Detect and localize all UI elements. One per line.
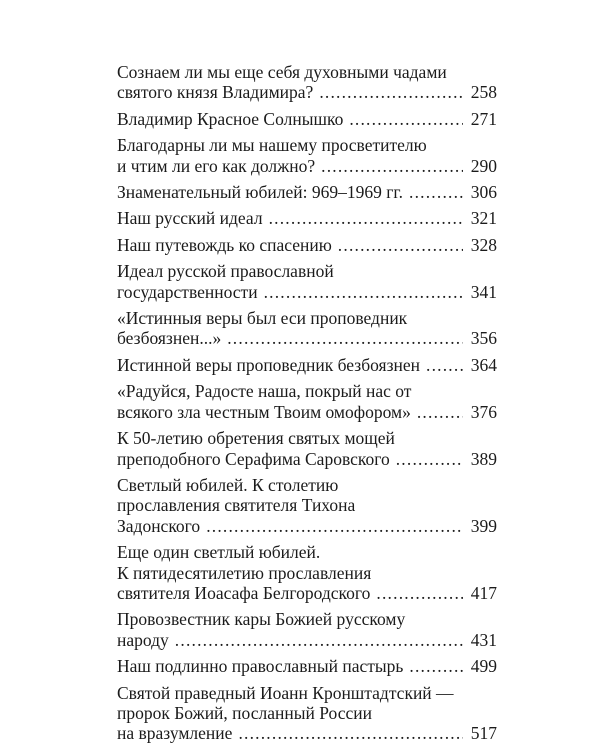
- dot-leader: [349, 109, 463, 129]
- toc-page-number: 376: [470, 401, 497, 422]
- toc-entry-title-line: «Истинныя веры был еси проповедник: [117, 308, 408, 329]
- toc-entry-title-line: Владимир Красное Солнышко: [117, 108, 344, 129]
- toc-entry-title-line: святителя Иоасафа Белгородского: [117, 582, 371, 603]
- toc-entry[interactable]: [117, 381, 497, 422]
- toc-entry-title-line: Наш подлинно православный пастырь: [117, 656, 404, 677]
- dot-leader: [238, 723, 463, 743]
- toc-entry-title-line: государственности: [117, 281, 258, 302]
- dot-leader: [227, 328, 463, 348]
- dot-leader: [264, 282, 463, 302]
- toc-entry-title-line: Благодарны ли мы нашему просветителю: [117, 135, 427, 156]
- toc-page-number: 258: [470, 82, 497, 103]
- dot-leader: [376, 583, 463, 603]
- dot-leader: [409, 182, 463, 202]
- toc-entry[interactable]: [117, 135, 497, 176]
- toc-entry-title-line: Святой праведный Иоанн Кронштадтский —: [117, 682, 454, 703]
- toc-entry-title-line: прославления святителя Тихона: [117, 495, 356, 516]
- toc-entry-title-line: Истинной веры проповедник безбоязнен: [117, 354, 420, 375]
- toc-entry-title-line: и чтим ли его как должно?: [117, 155, 316, 176]
- dot-leader: [409, 656, 463, 676]
- toc-entry-title-line: Идеал русской православной: [117, 261, 334, 282]
- toc-entry-title-line: на вразумление: [117, 723, 233, 744]
- dot-leader: [321, 156, 463, 176]
- toc-page-number: 356: [470, 328, 497, 349]
- toc-page-number: 417: [470, 582, 497, 603]
- toc-page-number: 399: [470, 515, 497, 536]
- toc-page-number: 328: [470, 234, 497, 255]
- toc-entry[interactable]: [117, 235, 497, 255]
- toc-entry[interactable]: [117, 656, 497, 676]
- toc-entry-title-line: Наш путевождь ко спасению: [117, 234, 332, 255]
- toc-entry-title-line: пророк Божий, посланный России: [117, 702, 372, 723]
- toc-entry[interactable]: [117, 609, 497, 650]
- toc-entry-title-line: Сознаем ли мы еще себя духовными чадами: [117, 62, 447, 82]
- toc-page-number: 321: [470, 208, 497, 229]
- toc-page-number: 364: [470, 354, 497, 375]
- dot-leader: [396, 449, 463, 469]
- dot-leader: [319, 82, 463, 102]
- toc-page-number: 341: [470, 281, 497, 302]
- toc-entry-title-line: Еще один светлый юбилей.: [117, 542, 321, 563]
- toc-entry-title-line: народу: [117, 629, 169, 650]
- dot-leader: [175, 630, 463, 650]
- toc-page-number: 499: [470, 656, 497, 677]
- toc-entry[interactable]: [117, 208, 497, 228]
- toc-entry-title-line: Знаменательный юбилей: 969–1969 гг.: [117, 182, 403, 203]
- toc-entry[interactable]: [117, 182, 497, 202]
- toc-entry-title-line: всякого зла честным Твоим омофором»: [117, 401, 411, 422]
- toc-entry-title-line: Задонского: [117, 515, 201, 536]
- toc-entry[interactable]: [117, 542, 497, 603]
- toc-entry-title-line: безбоязнен...»: [117, 328, 222, 349]
- toc-entry-title-line: преподобного Серафима Саровского: [117, 448, 390, 469]
- toc-entry-title-line: святого князя Владимира?: [117, 82, 314, 103]
- toc-entry-title-line: Провозвестник кары Божией русскому: [117, 609, 406, 630]
- toc-entry[interactable]: [117, 261, 497, 302]
- toc-entry-title-line: «Радуйся, Радосте наша, покрый нас от: [117, 381, 412, 402]
- toc-entry[interactable]: [117, 62, 497, 103]
- toc-entry-title-line: Наш русский идеал: [117, 208, 263, 229]
- toc-entry-title-line: К пятидесятилетию прославления: [117, 562, 372, 583]
- table-of-contents: [117, 62, 497, 750]
- toc-page-number: 306: [470, 182, 497, 203]
- toc-page-number: 517: [470, 723, 497, 744]
- toc-page-number: 271: [470, 108, 497, 129]
- toc-entry[interactable]: [117, 475, 497, 536]
- toc-page-number: 290: [470, 155, 497, 176]
- toc-entry[interactable]: [117, 683, 497, 744]
- toc-entry[interactable]: [117, 109, 497, 129]
- dot-leader: [426, 355, 463, 375]
- dot-leader: [269, 208, 463, 228]
- toc-page-number: 389: [470, 448, 497, 469]
- toc-entry[interactable]: [117, 355, 497, 375]
- dot-leader: [417, 402, 463, 422]
- toc-entry[interactable]: [117, 308, 497, 349]
- toc-entry-title-line: К 50-летию обретения святых мощей: [117, 428, 395, 449]
- dot-leader: [206, 516, 463, 536]
- toc-entry-title-line: Светлый юбилей. К столетию: [117, 474, 339, 495]
- toc-entry[interactable]: [117, 428, 497, 469]
- dot-leader: [338, 235, 463, 255]
- toc-page-number: 431: [470, 629, 497, 650]
